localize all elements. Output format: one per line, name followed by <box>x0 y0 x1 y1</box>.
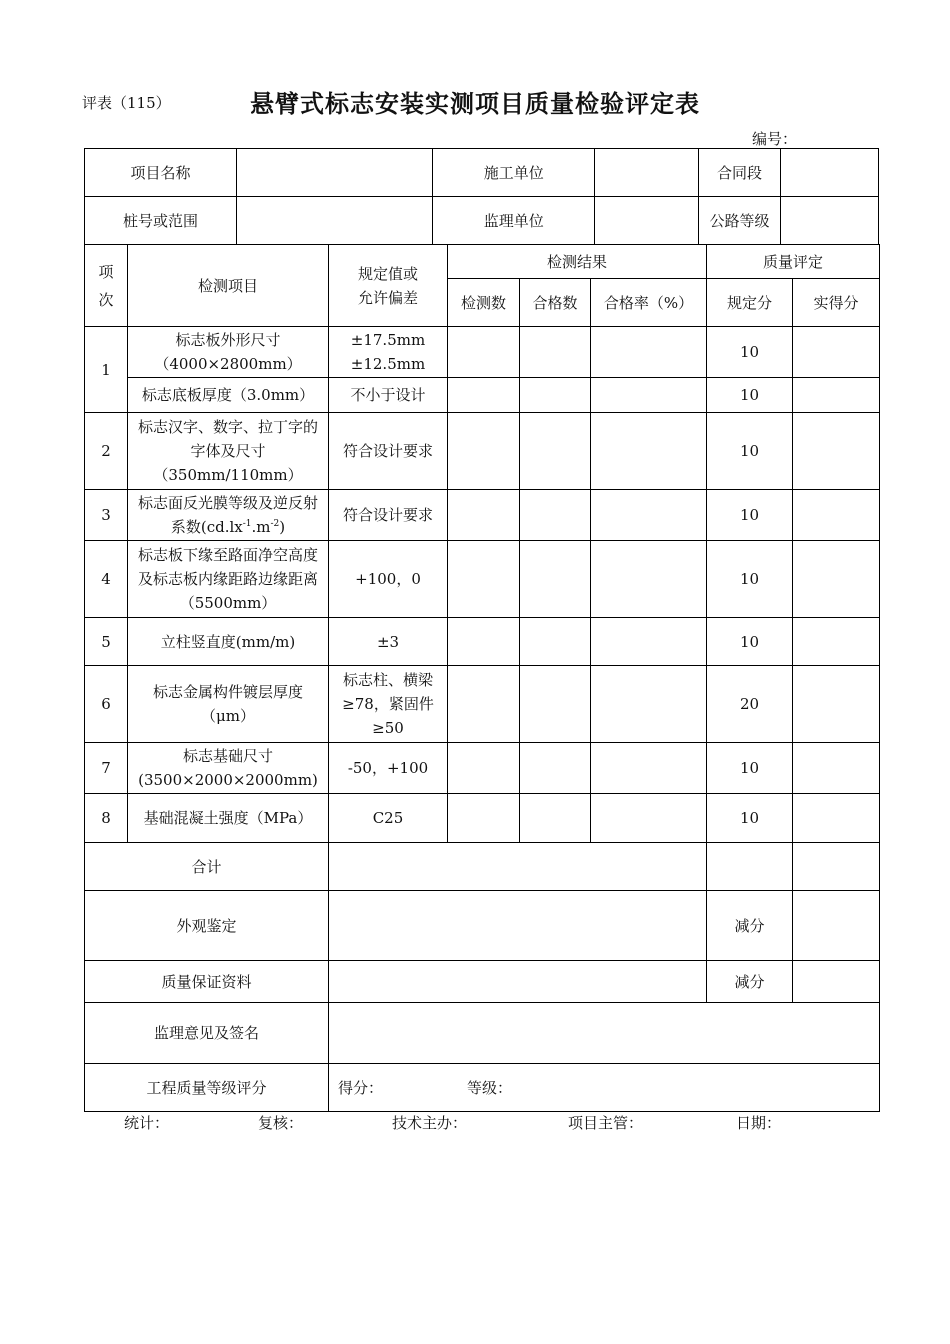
actual-score-cell[interactable] <box>793 794 880 843</box>
appearance-label: 外观鉴定 <box>85 891 329 961</box>
tested-cell[interactable] <box>448 666 520 743</box>
level-label: 等级： <box>467 1078 513 1097</box>
row-item: 立柱竖直度(mm/m) <box>128 618 329 666</box>
row-score: 10 <box>707 413 793 490</box>
row-no: 7 <box>85 743 128 794</box>
actual-score-cell[interactable] <box>793 541 880 618</box>
pass-rate-cell[interactable] <box>591 490 707 541</box>
total-label: 合计 <box>85 843 329 891</box>
col-specified-score: 规定分 <box>707 279 793 327</box>
row-item: 标志底板厚度（3.0mm） <box>128 378 329 413</box>
serial-number-label: 编号： <box>752 130 798 148</box>
passed-cell[interactable] <box>520 743 591 794</box>
row-item: 标志板外形尺寸 （4000×2800mm） <box>128 327 329 378</box>
row-spec: ±3 <box>329 618 448 666</box>
date-label: 日期： <box>736 1114 782 1132</box>
measurement-table <box>84 244 880 1112</box>
docs-deduction-field[interactable] <box>793 961 880 1003</box>
deduction-label: 减分 <box>707 891 793 961</box>
row-item: 基础混凝土强度（MPa） <box>128 794 329 843</box>
actual-score-cell[interactable] <box>793 490 880 541</box>
passed-cell[interactable] <box>520 794 591 843</box>
row-no: 6 <box>85 666 128 743</box>
pass-rate-cell[interactable] <box>591 378 707 413</box>
stake-range-label: 桩号或范围 <box>85 197 237 245</box>
row-score: 10 <box>707 743 793 794</box>
col-spec <box>329 245 448 327</box>
passed-cell[interactable] <box>520 666 591 743</box>
construction-unit-field[interactable] <box>595 149 698 197</box>
pass-rate-cell[interactable] <box>591 618 707 666</box>
row-score: 20 <box>707 666 793 743</box>
tested-cell[interactable] <box>448 541 520 618</box>
row-score: 10 <box>707 794 793 843</box>
row-item-text: 标志面反光膜等级及逆反射系数(cd.lx <box>137 494 318 536</box>
total-score-field[interactable] <box>707 843 793 891</box>
supervision-opinion-label: 监理意见及签名 <box>85 1003 329 1064</box>
tested-cell[interactable] <box>448 327 520 378</box>
row-item: 标志基础尺寸 (3500×2000×2000mm) <box>128 743 329 794</box>
road-grade-field[interactable] <box>781 197 879 245</box>
quality-docs-label: 质量保证资料 <box>85 961 329 1003</box>
passed-cell[interactable] <box>520 490 591 541</box>
col-pass-rate: 合格率（%） <box>591 279 707 327</box>
total-actual-field[interactable] <box>793 843 880 891</box>
review-label: 复核： <box>258 1114 304 1132</box>
actual-score-cell[interactable] <box>793 413 880 490</box>
actual-score-cell[interactable] <box>793 666 880 743</box>
row-no: 4 <box>85 541 128 618</box>
quality-grade-label: 工程质量等级评分 <box>85 1064 329 1112</box>
col-item-no <box>85 245 128 327</box>
project-name-label: 项目名称 <box>85 149 237 197</box>
tested-cell[interactable] <box>448 794 520 843</box>
row-score: 10 <box>707 490 793 541</box>
passed-cell[interactable] <box>520 327 591 378</box>
actual-score-cell[interactable] <box>793 618 880 666</box>
pass-rate-cell[interactable] <box>591 327 707 378</box>
passed-cell[interactable] <box>520 378 591 413</box>
project-name-field[interactable] <box>236 149 432 197</box>
row-no: 1 <box>85 327 128 413</box>
row-spec: ±17.5mm ±12.5mm <box>329 327 448 378</box>
passed-cell[interactable] <box>520 618 591 666</box>
construction-unit-label: 施工单位 <box>433 149 595 197</box>
road-grade-label: 公路等级 <box>698 197 781 245</box>
appearance-field[interactable] <box>329 891 707 961</box>
row-no: 3 <box>85 490 128 541</box>
row-spec: 符合设计要求 <box>329 490 448 541</box>
row-item: 标志金属构件镀层厚度 （μm） <box>128 666 329 743</box>
stats-label: 统计： <box>124 1114 170 1132</box>
row-spec: 不小于设计 <box>329 378 448 413</box>
row-score: 10 <box>707 378 793 413</box>
tested-cell[interactable] <box>448 490 520 541</box>
row-spec: 标志柱、横梁≥78，紧固件≥50 <box>329 666 448 743</box>
actual-score-cell[interactable] <box>793 327 880 378</box>
supervision-unit-label: 监理单位 <box>433 197 595 245</box>
tested-cell[interactable] <box>448 618 520 666</box>
deduction-label: 减分 <box>707 961 793 1003</box>
col-item: 检测项目 <box>128 245 329 327</box>
inspection-table <box>84 148 879 245</box>
col-spec-label: 规定值或 允许偏差 <box>357 264 418 307</box>
quality-docs-field[interactable] <box>329 961 707 1003</box>
row-spec: +100，0 <box>329 541 448 618</box>
contract-section-field[interactable] <box>781 149 879 197</box>
row-score: 10 <box>707 327 793 378</box>
col-result-group: 检测结果 <box>448 245 707 279</box>
col-tested: 检测数 <box>448 279 520 327</box>
tested-cell[interactable] <box>448 413 520 490</box>
row-score: 10 <box>707 541 793 618</box>
score-label: 得分： <box>338 1078 384 1097</box>
supervision-opinion-field[interactable] <box>329 1003 880 1064</box>
row-no: 5 <box>85 618 128 666</box>
superscript: -2 <box>270 519 280 529</box>
col-item-no-label: 项次 <box>98 262 114 309</box>
tech-lead-label: 技术主办： <box>392 1114 468 1132</box>
appearance-deduction-field[interactable] <box>793 891 880 961</box>
stake-range-field[interactable] <box>236 197 432 245</box>
row-item <box>128 490 329 541</box>
row-item-text: .m <box>251 518 271 536</box>
pass-rate-cell[interactable] <box>591 541 707 618</box>
pass-rate-cell[interactable] <box>591 413 707 490</box>
col-actual-score: 实得分 <box>793 279 880 327</box>
pass-rate-cell[interactable] <box>591 794 707 843</box>
row-item-text: ) <box>279 518 286 536</box>
col-quality-group: 质量评定 <box>707 245 880 279</box>
page-title: 悬臂式标志安装实测项目质量检验评定表 <box>250 90 700 118</box>
total-field[interactable] <box>329 843 707 891</box>
supervision-unit-field[interactable] <box>595 197 698 245</box>
actual-score-cell[interactable] <box>793 743 880 794</box>
row-spec: -50，+100 <box>329 743 448 794</box>
col-passed: 合格数 <box>520 279 591 327</box>
quality-grade-field[interactable] <box>329 1064 880 1112</box>
row-spec: C25 <box>329 794 448 843</box>
tested-cell[interactable] <box>448 743 520 794</box>
passed-cell[interactable] <box>520 413 591 490</box>
tested-cell[interactable] <box>448 378 520 413</box>
row-spec: 符合设计要求 <box>329 413 448 490</box>
actual-score-cell[interactable] <box>793 378 880 413</box>
project-manager-label: 项目主管： <box>568 1114 644 1132</box>
row-item: 标志汉字、数字、拉丁字的字体及尺寸（350mm/110mm） <box>128 413 329 490</box>
row-no: 8 <box>85 794 128 843</box>
form-code: 评表（115） <box>82 94 171 112</box>
row-item: 标志板下缘至路面净空高度及标志板内缘距路边缘距离（5500mm） <box>128 541 329 618</box>
row-score: 10 <box>707 618 793 666</box>
pass-rate-cell[interactable] <box>591 743 707 794</box>
superscript: -1 <box>242 519 252 529</box>
row-no: 2 <box>85 413 128 490</box>
contract-section-label: 合同段 <box>698 149 781 197</box>
pass-rate-cell[interactable] <box>591 666 707 743</box>
passed-cell[interactable] <box>520 541 591 618</box>
